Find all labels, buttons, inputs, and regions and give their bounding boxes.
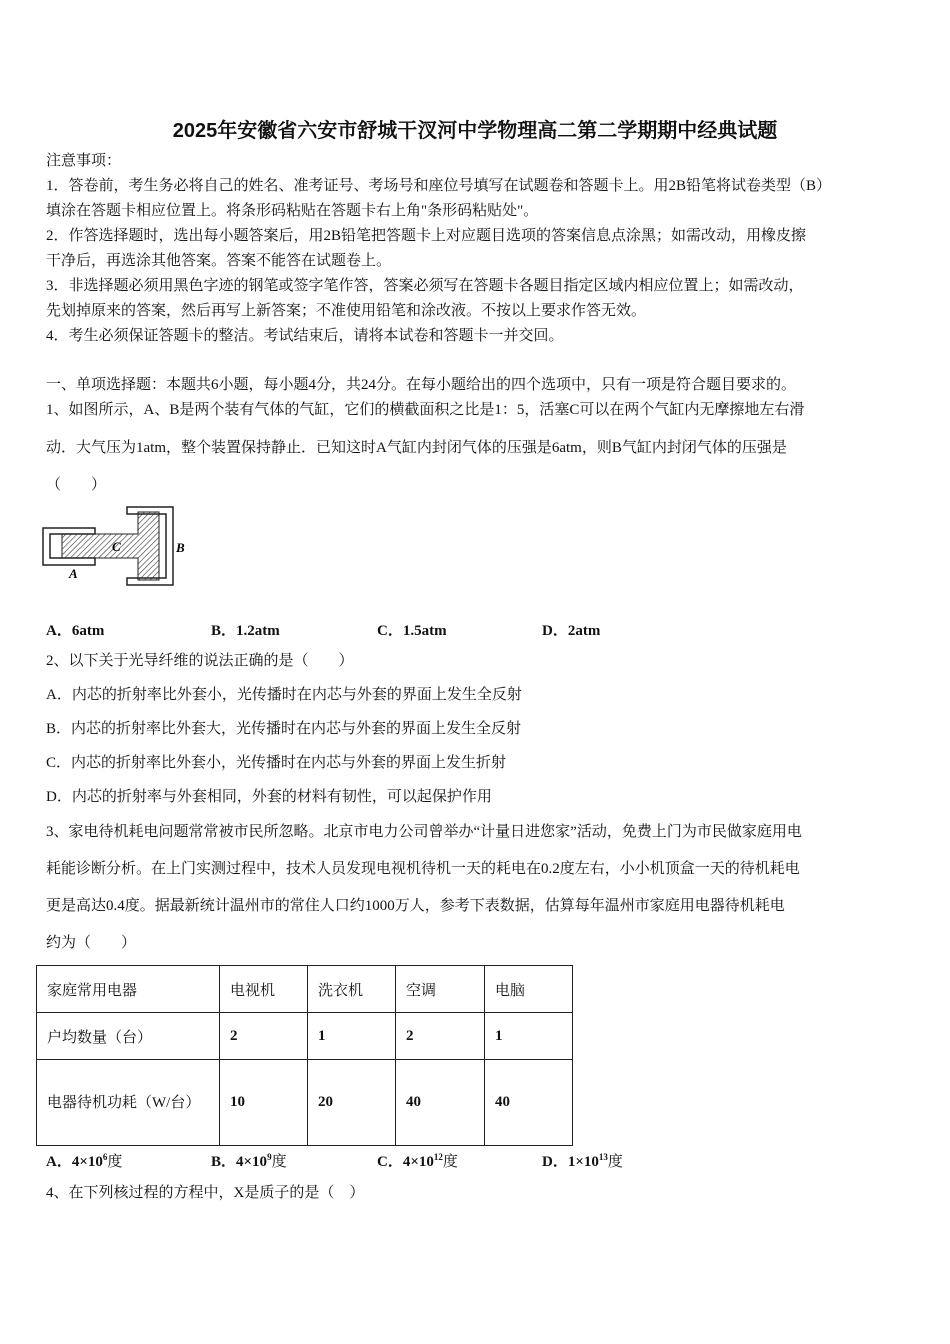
q1-stem-line: 动．大气压为1atm，整个装置保持静止．已知这时A气缸内封闭气体的压强是6atm，则B气缸内封闭气体的压强是 [46, 440, 787, 456]
q2-stem: 2、以下关于光导纤维的说法正确的是（ ） [46, 653, 354, 669]
q3-option-c: C．$4\times 10^{12}$度 [377, 1152, 458, 1170]
q4-stem: 4、在下列核过程的方程中，X是质子的是（ ） [46, 1185, 365, 1201]
label-c: C [112, 539, 121, 554]
table-cell: 10 [220, 1060, 308, 1146]
q1-stem-line: （ ） [46, 477, 107, 493]
table-cell: 电器待机功耗（W/台） [37, 1060, 220, 1146]
page-title: 2025年安徽省六安市舒城干汊河中学物理高二第二学期期中经典试题 [172, 120, 778, 142]
appliance-table [36, 965, 573, 1146]
q3-option-b: B．$4\times 10^9$度 [211, 1152, 287, 1170]
q3-stem-line: 更是高达0.4度。据最新统计温州市的常住人口约1000万人，参考下表数据，估算每年温州市家庭用电器待机耗电 [46, 898, 785, 914]
table-cell: 40 [485, 1060, 573, 1146]
table-header-cell: 空调 [396, 966, 485, 1013]
table-row [37, 1060, 573, 1146]
q2-option-d: D．内芯的折射率与外套相同，外套的材料有韧性，可以起保护作用 [46, 789, 492, 805]
note-line: 2．作答选择题时，选出每小题答案后，用2B铅笔把答题卡上对应题目选项的答案信息点涂黑；如需改动，用橡皮擦 [46, 228, 807, 244]
q2-option-c: C．内芯的折射率比外套小，光传播时在内芯与外套的界面上发生折射 [46, 755, 507, 771]
table-header-cell: 洗衣机 [308, 966, 396, 1013]
note-line: 填涂在答题卡相应位置上。将条形码粘贴在答题卡右上角"条形码粘贴处"。 [46, 203, 539, 219]
q2-option-b: B．内芯的折射率比外套大，光传播时在内芯与外套的界面上发生全反射 [46, 721, 522, 737]
q1-option-d: D．2atm [542, 623, 601, 639]
note-line: 先划掉原来的答案，然后再写上新答案；不准使用铅笔和涂改液。不按以上要求作答无效。 [46, 303, 647, 319]
notes-heading: 注意事项： [46, 153, 122, 169]
label-a: A [69, 566, 78, 581]
table-cell: 1 [485, 1013, 573, 1060]
table-cell: 户均数量（台） [37, 1013, 220, 1060]
table-cell: 20 [308, 1060, 396, 1146]
q3-option-a: A．$4\times 10^6$度 [46, 1152, 123, 1170]
note-line: 4．考生必须保证答题卡的整洁。考试结束后，请将本试卷和答题卡一并交回。 [46, 328, 564, 344]
cylinder-piston-figure [40, 503, 200, 588]
table-cell: 40 [396, 1060, 485, 1146]
q3-option-d: D．$1\times 10^{13}$度 [542, 1152, 623, 1170]
q3-stem-line: 约为（ ） [46, 935, 137, 951]
q1-option-b: B．1.2atm [211, 623, 280, 639]
table-header-cell: 电视机 [220, 966, 308, 1013]
table-header-row [37, 966, 573, 1013]
table-row [37, 1013, 573, 1060]
q1-option-c: C．1.5atm [377, 623, 447, 639]
table-header-cell: 电脑 [485, 966, 573, 1013]
table-cell: 2 [220, 1013, 308, 1060]
q3-stem-line: 3、家电待机耗电问题常常被市民所忽略。北京市电力公司曾举办“计量日进您家”活动，免费上门为市民做家庭用电 [46, 824, 802, 840]
table-header-cell: 家庭常用电器 [37, 966, 220, 1013]
label-b: B [176, 540, 185, 555]
note-line: 干净后，再选涂其他答案。答案不能答在试题卷上。 [46, 253, 392, 269]
q1-option-a: A．6atm [46, 623, 105, 639]
table-cell: 2 [396, 1013, 485, 1060]
note-line: 3．非选择题必须用黑色字迹的钢笔或签字笔作答，答案必须写在答题卡各题目指定区域内相应位置上；如需改动， [46, 278, 804, 294]
q2-option-a: A．内芯的折射率比外套小，光传播时在内芯与外套的界面上发生全反射 [46, 687, 522, 703]
q1-stem-line: 1、如图所示，A、B是两个装有气体的气缸，它们的横截面积之比是1：5，活塞C可以在两个气缸内无摩擦地左右滑 [46, 402, 805, 418]
note-line: 1．答卷前，考生务必将自己的姓名、准考证号、考场号和座位号填写在试题卷和答题卡上。用2B铅笔将试卷类型（B） [46, 178, 832, 194]
q3-stem-line: 耗能诊断分析。在上门实测过程中，技术人员发现电视机待机一天的耗电在0.2度左右，小小机顶盒一天的待机耗电 [46, 861, 800, 877]
table-cell: 1 [308, 1013, 396, 1060]
section-heading: 一、单项选择题：本题共6小题，每小题4分，共24分。在每小题给出的四个选项中，只有一项是符合题目要求的。 [46, 377, 797, 393]
